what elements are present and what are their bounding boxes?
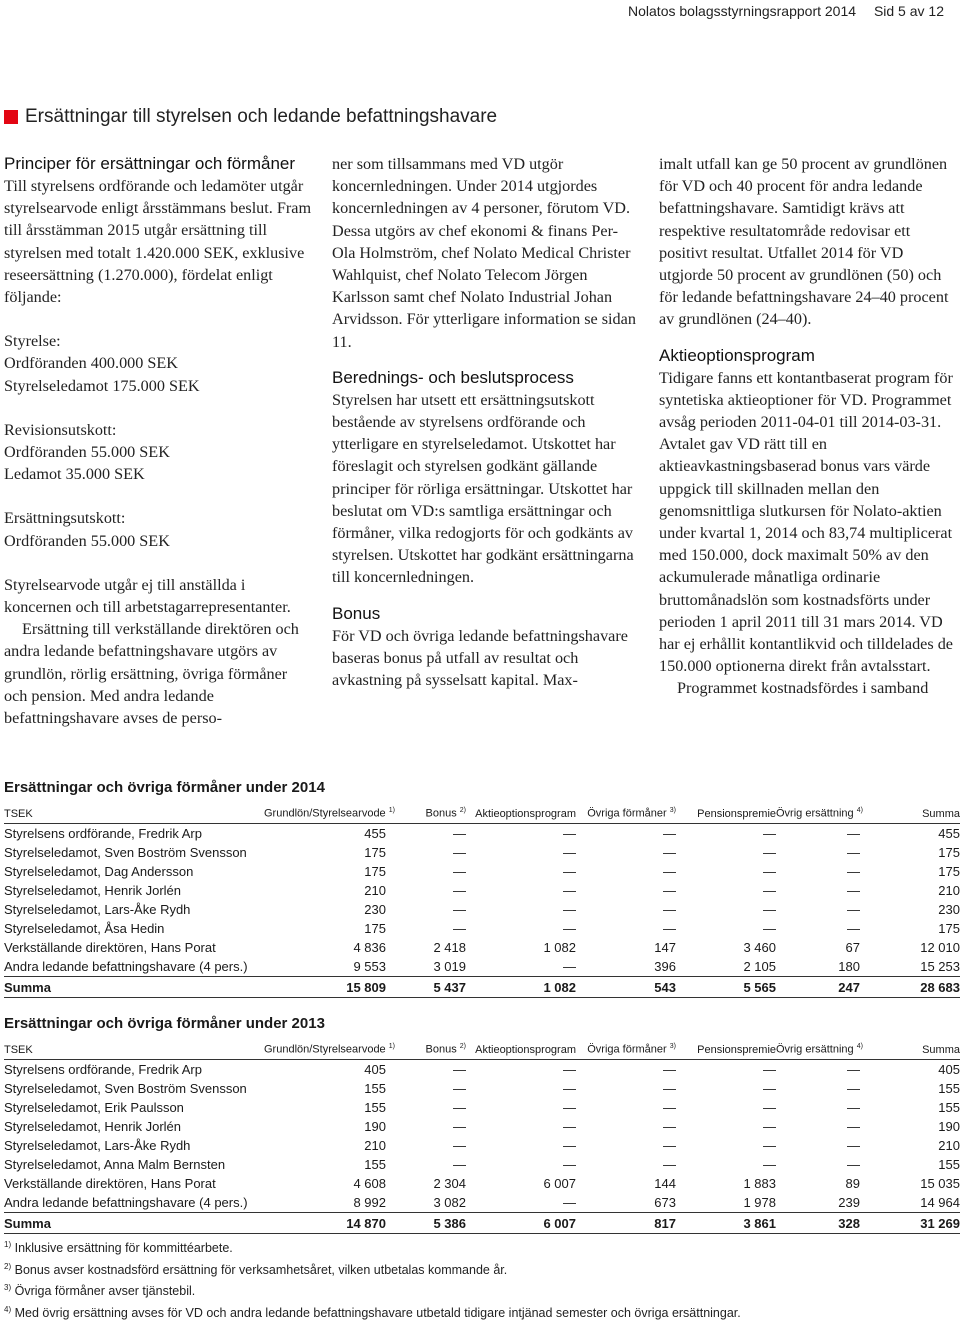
table-cell: — [763, 1138, 776, 1153]
text-column-3 [659, 153, 959, 700]
table-cell: 180 [838, 959, 860, 974]
ersattningsutskott-ordforande: Ordföranden 55.000 SEK [4, 531, 170, 550]
table-cell: 3 082 [433, 1195, 466, 1210]
table-cell: 455 [938, 826, 960, 841]
table-cell: — [453, 864, 466, 879]
table-cell: — [563, 921, 576, 936]
table-cell: 8 992 [353, 1195, 386, 1210]
revision-ordforande: Ordföranden 55.000 SEK [4, 443, 170, 462]
col-summa: Summa [860, 1040, 960, 1060]
footnote: $^{4)}$ Med övrig ersättning avses för VD och andra ledande befattningshavare utbetald tidigare intjänad semester och övriga ersättningar. [4, 1304, 741, 1321]
footnote: $^{1)}$ Inklusive ersättning för kommittéarbete. [4, 1240, 233, 1256]
table-cell: — [763, 1157, 776, 1172]
table-cell: 144 [654, 1176, 676, 1191]
row-label: Styrelsens ordförande, Fredrik Arp [4, 826, 202, 841]
table-cell: 405 [364, 1062, 386, 1077]
table-cell: — [453, 1100, 466, 1115]
table-cell: — [563, 1100, 576, 1115]
table-cell: — [563, 826, 576, 841]
table-cell: 2 304 [433, 1176, 466, 1191]
table-cell: — [663, 1119, 676, 1134]
table-cell: 12 010 [920, 940, 960, 955]
col-grundlon: Grundlön/Styrelsearvode $^{1)}$ [264, 804, 386, 824]
row-label: Andra ledande befattningshavare (4 pers.) [4, 959, 248, 974]
table-cell: — [763, 1119, 776, 1134]
principles-paragraph: Till styrelsens ordförande och ledamöter utgår styrelsearvode enligt årsstämmans beslut. Fram till årsstämman 2015 utgår ersättning till styrelsen med totalt 1.420.000 SEK, exklusive reseersättning (1.270.000), fördelat enligt följande: [4, 177, 312, 307]
table-cell: — [847, 1100, 860, 1115]
ersattningsutskott-label: Ersättningsutskott: [4, 509, 126, 528]
table-cell: — [763, 902, 776, 917]
table-row [4, 1155, 960, 1174]
col-ovriga: Övriga förmåner $^{3)}$ [576, 804, 676, 824]
text-column-1 [4, 153, 312, 729]
col-ovriga: Övriga förmåner $^{3)}$ [576, 1040, 676, 1060]
table-row [4, 957, 960, 977]
table-row [4, 843, 960, 862]
table-cell: 175 [938, 845, 960, 860]
table-row [4, 1060, 960, 1080]
table-cell: — [847, 1081, 860, 1096]
arvode-note: Styrelsearvode utgår ej till anställda i koncernen och till arbetstagarrepresentanter. [4, 575, 291, 617]
table-row [4, 824, 960, 844]
table-cell: 155 [364, 1081, 386, 1096]
table-row [4, 900, 960, 919]
sum-cell: 5 386 [386, 1213, 466, 1234]
table-cell: 175 [364, 864, 386, 879]
styrelse-ordforande: Ordföranden 400.000 SEK [4, 354, 178, 373]
col-ovrig-ers: Övrig ersättning $^{4)}$ [776, 804, 860, 824]
table-cell: 2 105 [743, 959, 776, 974]
table-cell: 455 [364, 826, 386, 841]
table-cell: — [763, 1081, 776, 1096]
table-cell: 89 [845, 1176, 860, 1191]
table-cell: — [663, 1157, 676, 1172]
sum-cell: 247 [776, 977, 860, 998]
table-cell: 147 [654, 940, 676, 955]
table-cell: 210 [364, 883, 386, 898]
table-cell: — [663, 1062, 676, 1077]
table-cell: — [763, 1100, 776, 1115]
table-cell: 230 [364, 902, 386, 917]
table-2014 [4, 778, 960, 998]
vd-paragraph-part2: ner som tillsammans med VD utgör koncernledningen. Under 2014 utgjordes koncernledningen av 4 personer, förutom VD. Dessa utgörs av chef ekonomi & finans Per-Ola Holmström, chef Nolato Medical Christer Wahlquist, chef Nolato Telecom Jörgen Karlsson samt chef Nolato Industrial Johan Arvidsson. För ytterligare information se sidan 11. [332, 155, 636, 351]
table-cell: — [847, 921, 860, 936]
table-cell: — [847, 1062, 860, 1077]
compensation-table-2013 [4, 1040, 960, 1234]
col-tsek: TSEK [4, 804, 264, 824]
table-cell: — [847, 864, 860, 879]
table-cell: 3 019 [433, 959, 466, 974]
table-cell: — [563, 1119, 576, 1134]
table-cell: 396 [654, 959, 676, 974]
row-label: Verkställande direktören, Hans Porat [4, 940, 216, 955]
col-pension: Pensionspremie [676, 1040, 776, 1060]
row-label: Styrelseledamot, Lars-Åke Rydh [4, 1138, 191, 1153]
row-label: Andra ledande befattningshavare (4 pers.) [4, 1195, 248, 1210]
table-row [4, 1174, 960, 1193]
principles-heading: Principer för ersättningar och förmåner [4, 154, 296, 173]
table-cell: 190 [364, 1119, 386, 1134]
red-square-marker [4, 110, 18, 124]
table-cell: 175 [364, 921, 386, 936]
table-cell: — [563, 1081, 576, 1096]
table-cell: — [663, 845, 676, 860]
section-title [4, 106, 497, 128]
table-cell: — [453, 1138, 466, 1153]
table-cell: — [563, 1157, 576, 1172]
table-cell: — [663, 902, 676, 917]
table-cell: 1 883 [743, 1176, 776, 1191]
table-cell: 405 [938, 1062, 960, 1077]
table-cell: 155 [364, 1157, 386, 1172]
sum-cell: 31 269 [860, 1213, 960, 1234]
aktie-paragraph: Tidigare fanns ett kontantbaserat program för syntetiska aktieoptioner för VD. Programmet avsåg perioden 2011-04-01 till 2014-03-31. Avtalet gav VD rätt till en aktieavkastningsbaserad bonus vars värde uppgick till skillnaden mellan den genomsnittliga slutkursen för Nolato-aktien under kvartal 1, 2014 och 83,74 multiplicerat med 150.000, dock maximalt 50% av den ackumulerade månatliga ordinarie bruttomånadslön som kostnadsförts under perioden 1 april 2011 till 31 mars 2014. VD har ej erhållit kontantlikvid och tilldelades de 150.000 optionerna direkt från avtalsstart. [659, 368, 953, 676]
table-cell: — [663, 921, 676, 936]
text-column-2 [332, 153, 636, 691]
table-cell: 175 [938, 864, 960, 879]
bonus-paragraph-part1: För VD och övriga ledande befattningshavare baseras bonus på utfall av resultat och avkastning på sysselsatt kapital. Max- [332, 626, 628, 690]
table-cell: — [847, 845, 860, 860]
table-cell: — [563, 902, 576, 917]
report-title: Nolatos bolagsstyrningsrapport 2014 [628, 3, 857, 19]
sum-row [4, 977, 960, 998]
table-cell: — [453, 1062, 466, 1077]
table-cell: — [663, 1100, 676, 1115]
table-cell: — [453, 1081, 466, 1096]
table-cell: 155 [364, 1100, 386, 1115]
table-row [4, 919, 960, 938]
table-cell: — [763, 921, 776, 936]
table-row [4, 1098, 960, 1117]
aktie-heading: Aktieoptionsprogram [659, 345, 815, 365]
table-cell: 67 [845, 940, 860, 955]
table-header-row [4, 804, 960, 824]
table-row [4, 862, 960, 881]
sum-label: Summa [4, 977, 264, 998]
row-label: Verkställande direktören, Hans Porat [4, 1176, 216, 1191]
table-header-row [4, 1040, 960, 1060]
table-cell: — [453, 845, 466, 860]
vd-paragraph-part1: Ersättning till verkställande direktören och andra ledande befattningshavare utgörs av grundlön, rörlig ersättning, övriga förmåner och pension. Med andra ledande befattningshavare avses de perso- [4, 620, 299, 728]
page-header [628, 3, 944, 19]
table-2013 [4, 1014, 960, 1234]
row-label: Styrelseledamot, Åsa Hedin [4, 921, 165, 936]
table-cell: — [847, 902, 860, 917]
sum-cell: 328 [776, 1213, 860, 1234]
table-cell: — [563, 1195, 576, 1210]
table-cell: 4 608 [353, 1176, 386, 1191]
aktie-paragraph-2: Programmet kostnadsfördes i samband [677, 679, 929, 698]
row-label: Styrelseledamot, Erik Paulsson [4, 1100, 184, 1115]
table-cell: — [847, 1157, 860, 1172]
row-label: Styrelseledamot, Anna Malm Bernsten [4, 1157, 226, 1172]
table-cell: — [847, 1138, 860, 1153]
col-summa: Summa [860, 804, 960, 824]
sum-cell: 5 565 [676, 977, 776, 998]
table-cell: — [453, 883, 466, 898]
table-cell: 155 [938, 1100, 960, 1115]
table-cell: 3 460 [743, 940, 776, 955]
table-cell: — [563, 1062, 576, 1077]
table-cell: 15 253 [920, 959, 960, 974]
table-cell: 673 [654, 1195, 676, 1210]
table-cell: — [763, 864, 776, 879]
compensation-tables [4, 778, 960, 1234]
table-cell: 4 836 [353, 940, 386, 955]
col-bonus: Bonus $^{2)}$ [386, 1040, 466, 1060]
table-cell: 210 [364, 1138, 386, 1153]
sum-cell: 15 809 [264, 977, 386, 998]
sum-cell: 817 [576, 1213, 676, 1234]
styrelse-ledamot: Styrelseledamot 175.000 SEK [4, 376, 200, 395]
table-cell: — [663, 1081, 676, 1096]
sum-row [4, 1213, 960, 1234]
table-cell: — [563, 959, 576, 974]
table-cell: — [663, 1138, 676, 1153]
sum-label: Summa [4, 1213, 264, 1234]
table-cell: — [453, 826, 466, 841]
table-cell: — [663, 864, 676, 879]
table-cell: — [563, 864, 576, 879]
table-cell: — [763, 826, 776, 841]
table-row [4, 1079, 960, 1098]
footnote: $^{2)}$ Bonus avser kostnadsförd ersättning för verksamhetsåret, vilken utbetalas kommande år. [4, 1261, 508, 1277]
bonus-paragraph-part2: imalt utfall kan ge 50 procent av grundlönen för VD och 40 procent för andra ledande befattningshavare. Samtidigt krävs att respektive resultatområde redovisar ett positivt resultat. Utfallet 2014 för VD utgjorde 50 procent av grundlönen (50) och för ledande befattningshavare 24–40 procent av grundlönen (24–40). [659, 155, 949, 329]
col-aktie: Aktieoptionsprogram [466, 804, 576, 824]
table-cell: 210 [938, 1138, 960, 1153]
table-title: Ersättningar och övriga förmåner under 2014 [4, 779, 325, 796]
compensation-table-2014 [4, 804, 960, 998]
table-cell: 1 978 [743, 1195, 776, 1210]
row-label: Styrelseledamot, Sven Boström Svensson [4, 1081, 247, 1096]
row-label: Styrelseledamot, Sven Boström Svensson [4, 845, 247, 860]
table-cell: — [847, 883, 860, 898]
table-row [4, 1136, 960, 1155]
table-row [4, 1193, 960, 1213]
sum-cell: 1 082 [466, 977, 576, 998]
col-pension: Pensionspremie [676, 804, 776, 824]
styrelse-label: Styrelse: [4, 332, 61, 351]
page-number: Sid 5 av 12 [873, 3, 944, 19]
table-row [4, 1117, 960, 1136]
col-aktie: Aktieoptionsprogram [466, 1040, 576, 1060]
row-label: Styrelseledamot, Lars-Åke Rydh [4, 902, 191, 917]
sum-cell: 14 870 [264, 1213, 386, 1234]
table-cell: — [563, 845, 576, 860]
table-cell: — [453, 1119, 466, 1134]
row-label: Styrelseledamot, Dag Andersson [4, 864, 194, 879]
col-ovrig-ers: Övrig ersättning $^{4)}$ [776, 1040, 860, 1060]
table-cell: — [663, 883, 676, 898]
table-cell: — [763, 883, 776, 898]
revision-label: Revisionsutskott: [4, 420, 117, 439]
table-cell: — [763, 845, 776, 860]
table-row [4, 881, 960, 900]
sum-cell: 3 861 [676, 1213, 776, 1234]
table-cell: — [453, 902, 466, 917]
col-grundlon: Grundlön/Styrelsearvode $^{1)}$ [264, 1040, 386, 1060]
table-cell: — [847, 826, 860, 841]
col-bonus: Bonus $^{2)}$ [386, 804, 466, 824]
table-cell: 9 553 [353, 959, 386, 974]
sum-cell: 5 437 [386, 977, 466, 998]
table-cell: — [663, 826, 676, 841]
sum-cell: 28 683 [860, 977, 960, 998]
table-cell: 210 [938, 883, 960, 898]
table-cell: 6 007 [543, 1176, 576, 1191]
table-cell: 155 [938, 1081, 960, 1096]
row-label: Styrelseledamot, Henrik Jorlén [4, 883, 182, 898]
table-cell: 175 [364, 845, 386, 860]
col-tsek: TSEK [4, 1040, 264, 1060]
bonus-heading: Bonus [332, 603, 381, 623]
table-cell: — [563, 1138, 576, 1153]
revision-ledamot: Ledamot 35.000 SEK [4, 465, 145, 484]
table-title: Ersättningar och övriga förmåner under 2013 [4, 1015, 325, 1032]
table-cell: 15 035 [920, 1176, 960, 1191]
table-cell: 1 082 [543, 940, 576, 955]
section-title-text: Ersättningar till styrelsen och ledande befattningshavare [25, 106, 498, 127]
sum-cell: 543 [576, 977, 676, 998]
row-label: Styrelsens ordförande, Fredrik Arp [4, 1062, 202, 1077]
table-cell: — [847, 1119, 860, 1134]
table-cell: — [453, 921, 466, 936]
row-label: Styrelseledamot, Henrik Jorlén [4, 1119, 182, 1134]
table-cell: 175 [938, 921, 960, 936]
beredning-heading: Berednings- och beslutsprocess [332, 367, 574, 387]
table-cell: 239 [838, 1195, 860, 1210]
table-cell: — [763, 1062, 776, 1077]
footnote: $^{3)}$ Övriga förmåner avser tjänstebil. [4, 1283, 196, 1299]
table-cell: 2 418 [433, 940, 466, 955]
table-cell: 155 [938, 1157, 960, 1172]
table-cell: — [453, 1157, 466, 1172]
table-cell: — [563, 883, 576, 898]
sum-cell: 6 007 [466, 1213, 576, 1234]
table-cell: 230 [938, 902, 960, 917]
beredning-paragraph: Styrelsen har utsett ett ersättningsutskott bestående av styrelsens ordförande och ytterligare en styrelseledamot. Utskottet har föreslagit och styrelsen godkänt gällande principer för rörliga ersättningar. Utskottet har beslutat om VD:s samtliga ersättningar och förmåner, vilka redogjorts för och godkänts av styrelsen. Utskottet har godkänt ersättningarna till koncernledningen. [332, 390, 634, 587]
footnotes [4, 1236, 741, 1323]
table-row [4, 938, 960, 957]
table-cell: 190 [938, 1119, 960, 1134]
table-cell: 14 964 [920, 1195, 960, 1210]
